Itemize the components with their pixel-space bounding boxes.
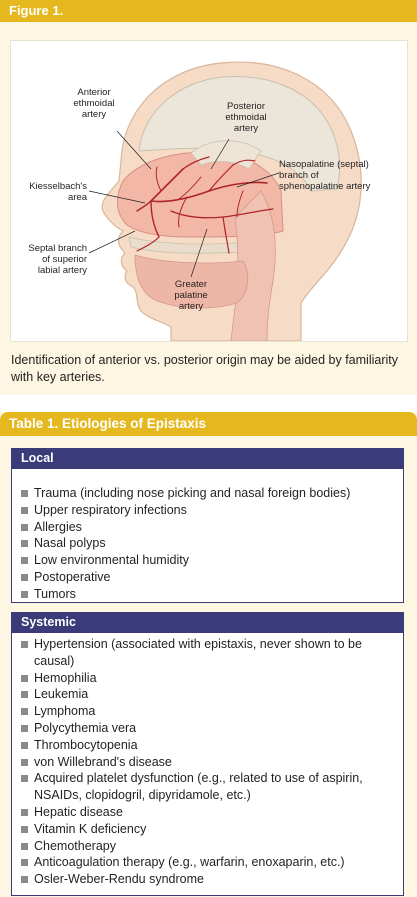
section-header-local [11, 448, 404, 468]
systemic-etiology-list [12, 633, 403, 888]
item-text: Tumors [34, 586, 76, 601]
label-nasopalatine-branch [279, 159, 403, 192]
bullet-square-icon [21, 574, 28, 581]
list-item [12, 854, 403, 871]
label-line: labial artery [37, 265, 87, 276]
item-text: Polycythemia vera [34, 720, 137, 735]
bullet-square-icon [21, 591, 28, 598]
section-body-systemic [11, 632, 404, 896]
item-text: Osler-Weber-Rendu syndrome [34, 872, 204, 887]
item-text: Upper respiratory infections [34, 502, 187, 517]
list-item [12, 535, 403, 552]
label-line: Greater [174, 279, 208, 290]
section-heading: Local [21, 451, 54, 465]
bullet-square-icon [21, 524, 28, 531]
figure-caption: Identification of anterior vs. posterior origin may be aided by familiarity with key arteries. [11, 353, 398, 384]
label-line: Nasopalatine (septal) [279, 159, 369, 170]
label-line: artery [233, 123, 259, 134]
label-septal-branch-superior-labial-artery [13, 243, 87, 276]
bullet-square-icon [21, 826, 28, 833]
list-item [12, 804, 403, 821]
label-line: sphenopalatine artery [279, 181, 371, 192]
figure-panel [0, 0, 417, 395]
item-text: Leukemia [34, 687, 89, 702]
list-item [12, 519, 403, 536]
list-item [12, 636, 403, 670]
figure-title: Figure 1. [9, 3, 64, 18]
bullet-square-icon [21, 843, 28, 850]
list-item [12, 552, 403, 569]
table-title: Table 1. Etiologies of Epistaxis [9, 416, 207, 431]
bullet-square-icon [21, 507, 28, 514]
bullet-square-icon [21, 876, 28, 883]
bullet-square-icon [21, 759, 28, 766]
bullet-square-icon [21, 725, 28, 732]
list-item [12, 871, 403, 888]
label-line: Posterior [226, 101, 265, 112]
item-text: Thrombocytopenia [34, 737, 138, 752]
label-kiesselbachs-area [15, 181, 87, 203]
bullet-square-icon [21, 775, 28, 782]
list-item [12, 485, 403, 502]
list-item [12, 586, 403, 603]
bullet-square-icon [21, 641, 28, 648]
list-item [12, 737, 403, 754]
item-text: Postoperative [34, 569, 111, 584]
figure-header [0, 0, 417, 22]
item-text: Trauma (including nose picking and nasal foreign bodies) [34, 486, 351, 500]
bullet-square-icon [21, 540, 28, 547]
list-item [12, 686, 403, 703]
item-text: von Willebrand's disease [34, 754, 172, 769]
label-line: Kiesselbach's [29, 181, 87, 192]
item-text: Hemophilia [34, 670, 97, 685]
label-line: branch of [279, 170, 319, 181]
item-text: Nasal polyps [34, 536, 106, 551]
label-greater-palatine-artery [161, 279, 221, 312]
list-item [12, 821, 403, 838]
item-text: Anticoagulation therapy (e.g., warfarin, enoxaparin, etc.) [34, 855, 345, 870]
list-item [12, 720, 403, 737]
local-etiology-list [12, 469, 403, 603]
label-line: ethmoidal [73, 98, 115, 109]
anatomy-illustration [10, 40, 408, 342]
list-item [12, 770, 403, 804]
bullet-square-icon [21, 859, 28, 866]
label-line: Anterior [77, 87, 111, 98]
bullet-square-icon [21, 708, 28, 715]
bullet-square-icon [21, 675, 28, 682]
list-item [12, 569, 403, 586]
section-body-local [11, 468, 404, 603]
list-item [12, 502, 403, 519]
table-header [0, 412, 417, 436]
label-line: artery [178, 301, 204, 312]
item-text: Lymphoma [34, 704, 96, 719]
label-line: of superior [42, 254, 87, 265]
section-heading: Systemic [21, 615, 76, 629]
list-item [12, 670, 403, 687]
item-text: Chemotherapy [34, 838, 116, 853]
list-item [12, 838, 403, 855]
item-text: Low environmental humidity [34, 553, 189, 568]
label-anterior-ethmoidal-artery [59, 87, 129, 120]
list-item [12, 703, 403, 720]
label-line: ethmoidal [225, 112, 267, 123]
bullet-square-icon [21, 742, 28, 749]
item-text: Vitamin K deficiency [34, 821, 147, 836]
bullet-square-icon [21, 691, 28, 698]
item-text: Allergies [34, 519, 82, 534]
section-header-systemic [11, 612, 404, 632]
item-text: Hypertension (associated with epistaxis, never shown to be causal) [34, 637, 362, 668]
label-line: Septal branch [28, 243, 87, 254]
label-line: palatine [174, 290, 208, 301]
table-panel [0, 412, 417, 897]
item-text: Hepatic disease [34, 804, 123, 819]
label-line: area [67, 192, 87, 203]
bullet-square-icon [21, 490, 28, 497]
label-posterior-ethmoidal-artery [211, 101, 281, 134]
bullet-square-icon [21, 809, 28, 816]
list-item [12, 754, 403, 771]
bullet-square-icon [21, 557, 28, 564]
item-text: Acquired platelet dysfunction (e.g., related to use of aspirin, NSAIDs, clopidogril, dipyridamole, etc.) [34, 771, 363, 803]
label-line: artery [81, 109, 107, 120]
